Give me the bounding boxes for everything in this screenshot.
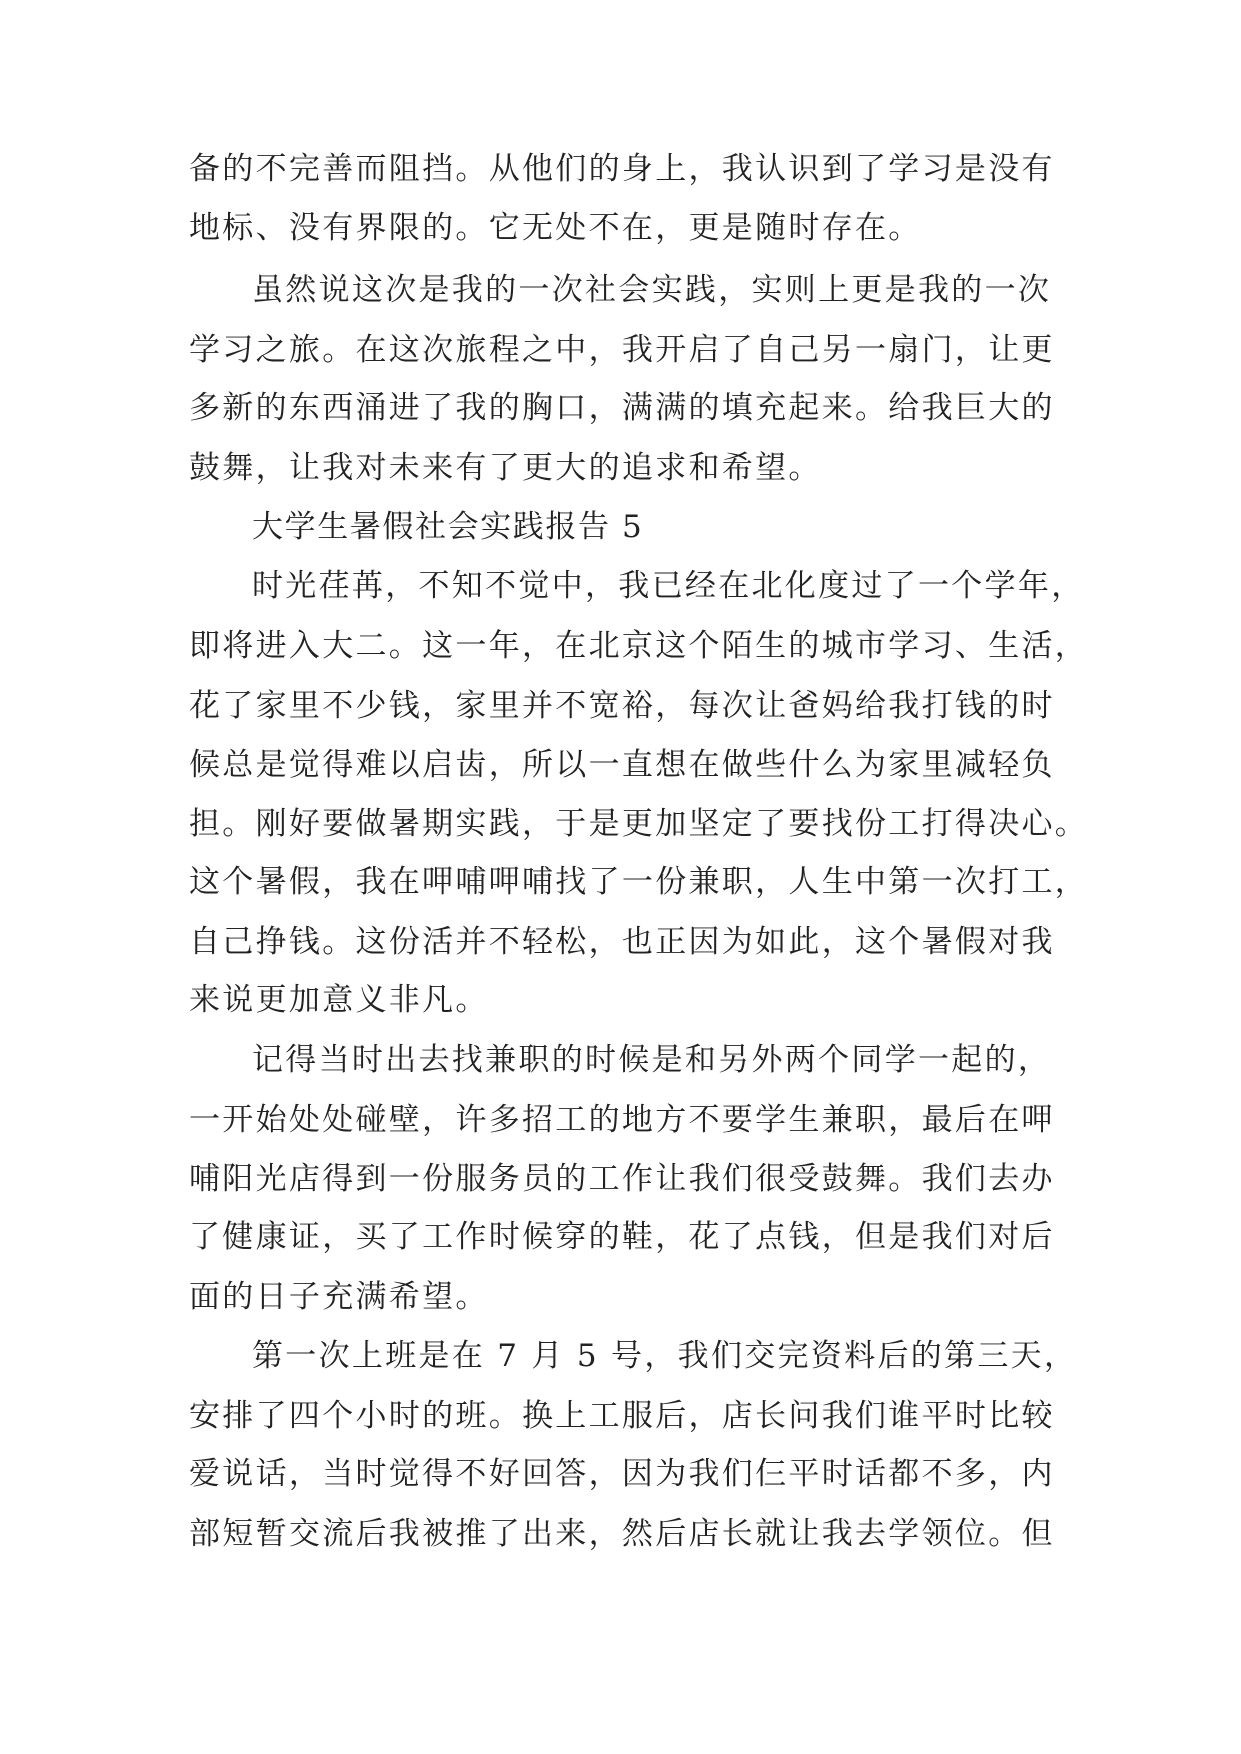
paragraph-start-line: 时光荏苒，不知不觉中，我已经在北化度过了一个学年，: [252, 568, 1085, 604]
text-line: 来说更加意义非凡。: [189, 982, 489, 1018]
text-line: 这个暑假，我在呷哺呷哺找了一份兼职，人生中第一次打工，: [189, 864, 1089, 900]
text-line: 候总是觉得难以启齿，所以一直想在做些什么为家里减轻负: [189, 747, 1055, 783]
text-line: 哺阳光店得到一份服务员的工作让我们很受鼓舞。我们去办: [189, 1161, 1055, 1197]
paragraph-start-line: 记得当时出去找兼职的时候是和另外两个同学一起的，: [252, 1042, 1052, 1078]
text-line: 了健康证，买了工作时候穿的鞋，花了点钱，但是我们对后: [189, 1219, 1055, 1255]
text-line: 自己挣钱。这份活并不轻松，也正因为如此，这个暑假对我: [189, 924, 1055, 960]
text-line: 多新的东西涌进了我的胸口，满满的填充起来。给我巨大的: [189, 390, 1055, 426]
paragraph-start-line: 虽然说这次是我的一次社会实践，实则上更是我的一次: [252, 272, 1052, 308]
text-line: 一开始处处碰壁，许多招工的地方不要学生兼职，最后在呷: [189, 1102, 1055, 1138]
text-line: 备的不完善而阻挡。从他们的身上，我认识到了学习是没有: [189, 151, 1055, 187]
text-line: 爱说话，当时觉得不好回答，因为我们仨平时话都不多，内: [189, 1456, 1055, 1492]
text-line: 即将进入大二。这一年，在北京这个陌生的城市学习、生活，: [189, 628, 1089, 664]
text-line: 鼓舞，让我对未来有了更大的追求和希望。: [189, 450, 822, 486]
text-line: 花了家里不少钱，家里并不宽裕，每次让爸妈给我打钱的时: [189, 688, 1055, 724]
text-line: 面的日子充满希望。: [189, 1279, 489, 1315]
text-line: 地标、没有界限的。它无处不在，更是随时存在。: [189, 210, 922, 246]
section-heading: 大学生暑假社会实践报告 5: [252, 509, 644, 545]
text-line: 安排了四个小时的班。换上工服后，店长问我们谁平时比较: [189, 1398, 1055, 1434]
text-line: 担。刚好要做暑期实践，于是更加坚定了要找份工打得决心。: [189, 806, 1089, 842]
paragraph-start-line: 第一次上班是在 7 月 5 号，我们交完资料后的第三天，: [252, 1338, 1078, 1374]
text-line: 学习之旅。在这次旅程之中，我开启了自己另一扇门，让更: [189, 332, 1055, 368]
text-line: 部短暂交流后我被推了出来，然后店长就让我去学领位。但: [189, 1516, 1055, 1552]
